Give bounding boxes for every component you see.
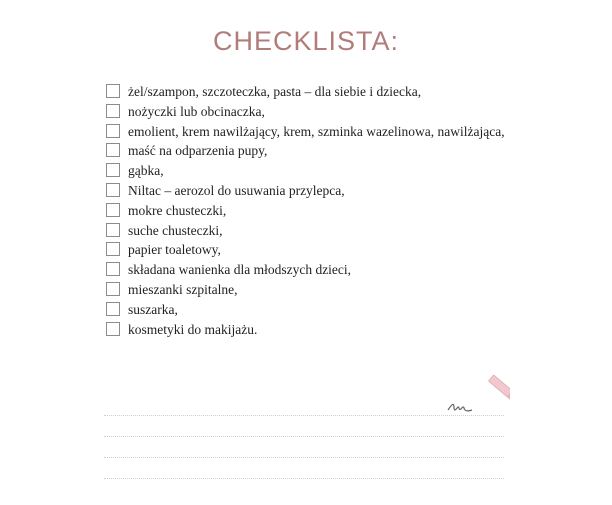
list-item[interactable] <box>106 161 512 181</box>
list-item[interactable] <box>106 102 512 122</box>
list-item[interactable] <box>106 260 512 280</box>
list-item[interactable] <box>106 300 512 320</box>
item-label: nożyczki lub obcinaczka, <box>128 103 265 119</box>
item-label: suszarka, <box>128 301 178 317</box>
list-item[interactable] <box>106 141 512 161</box>
list-item[interactable] <box>106 181 512 201</box>
checkbox-icon[interactable] <box>106 163 120 177</box>
item-label: mokre chusteczki, <box>128 202 227 218</box>
item-label: żel/szampon, szczoteczka, pasta – dla siebie i dziecka, <box>128 84 422 99</box>
item-label: maść na odparzenia pupy, <box>128 143 268 159</box>
checkbox-icon[interactable] <box>106 124 120 138</box>
checkbox-icon[interactable] <box>106 183 120 197</box>
writing-line[interactable] <box>104 478 504 479</box>
checkbox-icon[interactable] <box>106 282 120 296</box>
list-item[interactable] <box>106 82 512 102</box>
item-label: mieszanki szpitalne, <box>128 281 238 297</box>
list-item[interactable] <box>106 280 512 300</box>
item-label: składana wanienka dla młodszych dzieci, <box>128 262 352 278</box>
checkbox-icon[interactable] <box>106 223 120 237</box>
item-label: suche chusteczki, <box>128 222 223 238</box>
item-label: papier toaletowy, <box>128 242 221 258</box>
writing-line[interactable] <box>104 457 504 458</box>
list-item[interactable] <box>106 201 512 221</box>
item-label: Niltac – aerozol do usuwania przylepca, <box>128 182 345 198</box>
writing-line[interactable] <box>104 415 504 416</box>
checkbox-icon[interactable] <box>106 242 120 256</box>
checkbox-icon[interactable] <box>106 322 120 336</box>
list-item[interactable] <box>106 221 512 241</box>
list-item[interactable] <box>106 320 512 340</box>
item-label: kosmetyki do makijażu. <box>128 321 258 337</box>
page-title: CHECKLISTA: <box>212 26 400 56</box>
checkbox-icon[interactable] <box>106 143 120 157</box>
item-label: gąbka, <box>128 163 164 179</box>
checkbox-icon[interactable] <box>106 262 120 276</box>
checkbox-icon[interactable] <box>106 302 120 316</box>
checkbox-icon[interactable] <box>106 84 120 98</box>
checklist <box>106 82 512 339</box>
writing-line[interactable] <box>104 436 504 437</box>
list-item[interactable] <box>106 240 512 260</box>
writing-lines[interactable] <box>104 415 504 499</box>
checkbox-icon[interactable] <box>106 104 120 118</box>
item-label: emolient, krem nawilżający, krem, szminka wazelinowa, nawilżająca, <box>128 123 505 139</box>
checkbox-icon[interactable] <box>106 203 120 217</box>
list-item[interactable] <box>106 122 512 142</box>
